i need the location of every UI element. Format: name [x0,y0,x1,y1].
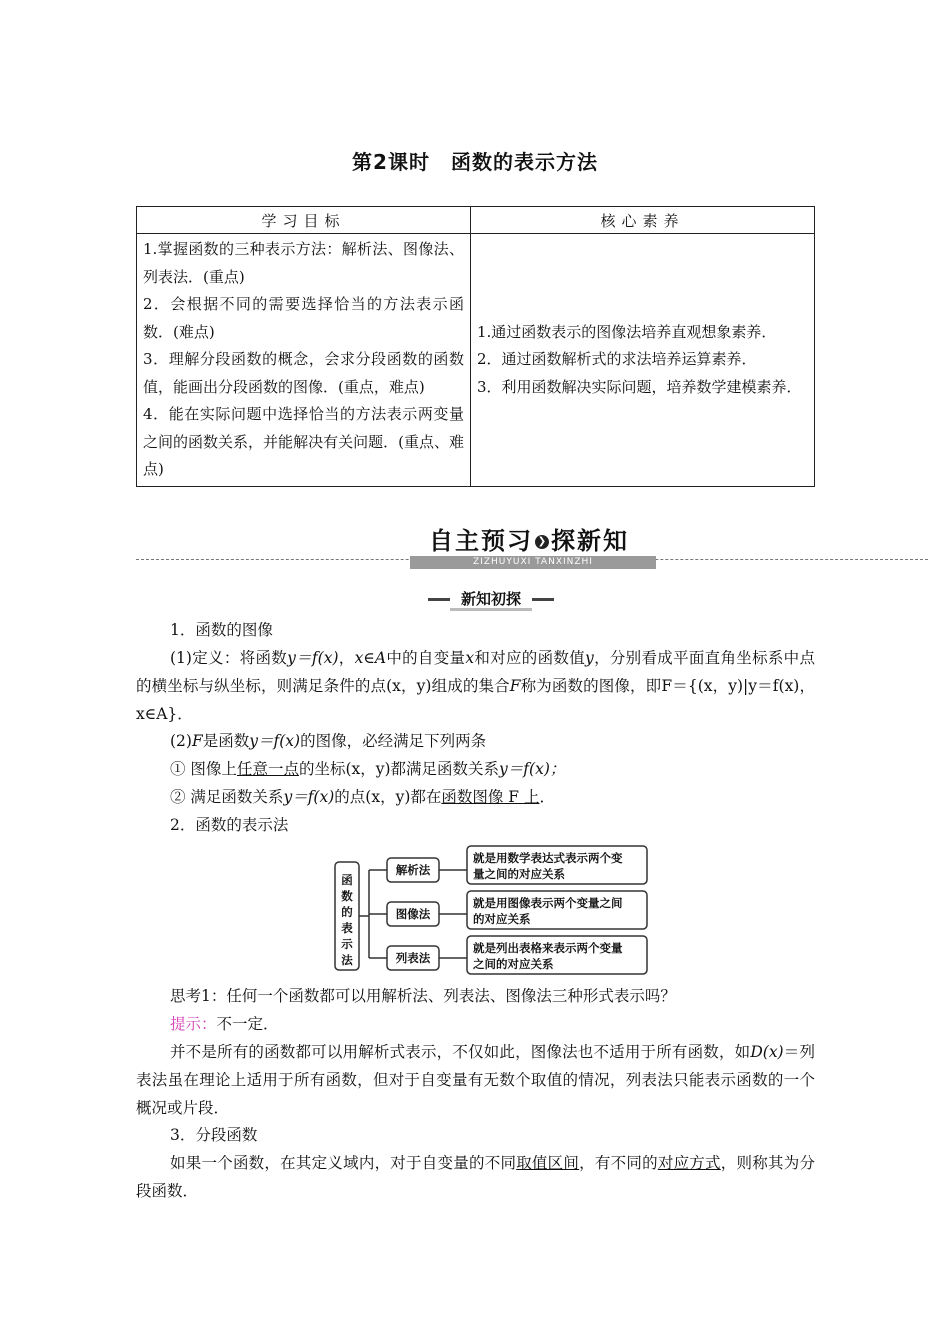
literacy-item: 2．通过函数解析式的求法培养运算素养． [477,350,757,368]
section-banner [418,521,640,553]
branch-label-graph: 图像法 [395,907,431,921]
subsection-heading [428,589,554,609]
desc-analytic-line1: 就是用数学表达式表示两个变 [473,851,623,865]
goal-item: 3．理解分段函数的概念，会求分段函数的函数值，能画出分段函数的图像．(重点，难点) [143,350,464,396]
think-question: 思考1：任何一个函数都可以用解析法、列表法、图像法三种形式表示吗？ [170,987,676,1005]
svg-text:表: 表 [341,921,353,935]
literacy-item: 1.通过函数表示的图像法培养直观想象素养． [477,322,777,341]
literacy-cell [471,234,815,487]
goals-cell [137,234,471,487]
svg-text:示: 示 [341,937,353,951]
goal-item: 4．能在实际问题中选择恰当的方法表示两变量之间的函数关系，并能解决有关问题．(重点、难点) [143,405,464,478]
heading-underbar [450,608,532,611]
chevron-right-icon: ❯ [535,535,549,549]
literacy-item: 3．利用函数解决实际问题，培养数学建模素养． [477,377,802,396]
goal-item: 1.掌握函数的三种表示方法：解析法、图像法、列表法．(重点) [143,240,464,286]
tip-label: 提示： [170,1015,217,1033]
section1-heading: 1．函数的图像 [170,621,273,639]
svg-text:函: 函 [341,873,353,887]
goals-table [136,206,815,487]
svg-text:的: 的 [341,905,353,919]
goal-item: 2．会根据不同的需要选择恰当的方法表示函数．(难点) [143,295,464,341]
tip-line [136,1010,815,1038]
svg-text:法: 法 [341,953,353,967]
desc-table-line1: 就是列出表格来表示两个变量 [473,941,623,955]
branch-label-analytic: 解析法 [395,863,431,877]
condition-paragraph: (2)F是函数y＝f(x)的图像，必经满足下列两条 [170,732,487,750]
section2-heading: 2．函数的表示法 [170,816,289,834]
tip-text: 不一定． [216,1015,279,1033]
condition-item-2: ② 满足函数关系y＝f(x)的点(x，y)都在函数图像 F 上． [170,788,555,806]
desc-table-line2: 之间的对应关系 [473,957,554,971]
literacy-header: 核心素养 [471,207,815,234]
piecewise-definition: 如果一个函数，在其定义域内，对于自变量的不同取值区间，有不同的对应方式，则称其为分段函数． [136,1154,815,1200]
banner-part2: 探新知 [551,527,629,555]
branch-lines [359,870,387,958]
subsection-heading-text: 新知初探 [460,590,521,608]
banner-pinyin: ZIZHUYUXI TANXINZHI [410,556,656,569]
explain-paragraph: 并不是所有的函数都可以用解析式表示，不仅如此，图像法也不适用于所有函数，如D(x)＝列表法虽在理论上适用于所有函数，但对于自变量有无数个取值的情况，列表法只能表示函数的一个概况或片段． [136,1043,815,1117]
branch-label-table: 列表法 [395,951,431,965]
banner-part1: 自主预习 [429,527,533,555]
page-title: 第2课时 函数的表示方法 [352,150,598,174]
representation-diagram [333,842,653,978]
condition-item-1: ① 图像上任意一点的坐标(x，y)都满足函数关系y＝f(x)； [170,760,566,778]
section3-heading: 3．分段函数 [170,1126,258,1144]
desc-graph-line2: 的对应关系 [473,912,531,926]
goals-header: 学习目标 [137,207,471,234]
desc-graph-line1: 就是用图像表示两个变量之间 [473,896,623,910]
definition-paragraph: (1)定义：将函数y＝f(x)，x∈A中的自变量x和对应的函数值y，分别看成平面直角坐标系中点的横坐标与纵坐标，则满足条件的点(x，y)组成的集合F称为函数的图像，即F＝{(x，y)|y＝f(x)，x∈A}． [136,649,815,723]
svg-text:数: 数 [341,889,353,903]
desc-analytic-line2: 量之间的对应关系 [473,867,565,881]
